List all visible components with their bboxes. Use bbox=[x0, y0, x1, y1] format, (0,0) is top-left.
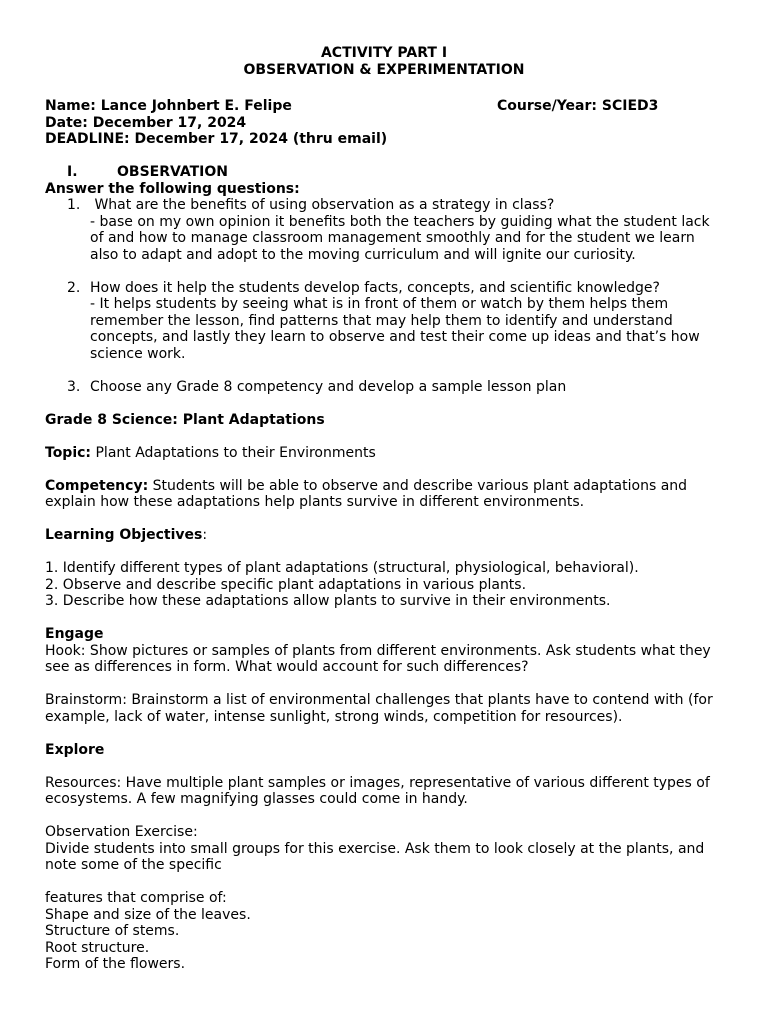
title-line-2: OBSERVATION & EXPERIMENTATION bbox=[243, 61, 525, 78]
brainstorm-paragraph: Brainstorm: Brainstorm a list of environmental challenges that plants have to contend with (for example, lack of water, intense sunlight, strong winds, competition for resources). bbox=[45, 692, 713, 725]
lesson-heading: Grade 8 Science: Plant Adaptations bbox=[45, 411, 325, 428]
features-intro: features that comprise of: bbox=[45, 890, 227, 906]
student-info bbox=[45, 98, 725, 148]
question-number: 2. bbox=[67, 279, 81, 296]
objectives-heading bbox=[45, 527, 725, 544]
section-number: I. bbox=[67, 164, 78, 180]
document-body bbox=[45, 164, 725, 973]
feature-item: Root structure. bbox=[45, 939, 150, 956]
objective-item: 2. Observe and describe specific plant adaptations in various plants. bbox=[45, 576, 527, 593]
date-line: Date: December 17, 2024 bbox=[45, 114, 247, 131]
question-item bbox=[45, 379, 725, 396]
answer-text: - It helps students by seeing what is in front of them or watch by them helps them remember the lesson, find patterns that may help them to identify and understand concepts, and lastly they learn to observe and test their come up ideas and that’s how science work. bbox=[90, 296, 700, 362]
competency-label: Competency: bbox=[45, 477, 149, 494]
title-line-1: ACTIVITY PART I bbox=[320, 45, 448, 61]
question-text: How does it help the students develop facts, concepts, and scientific knowledge? bbox=[90, 279, 660, 296]
document-title bbox=[0, 45, 768, 78]
competency-paragraph bbox=[45, 478, 725, 511]
question-text: What are the benefits of using observation as a strategy in class? bbox=[90, 197, 555, 213]
question-number: 1. bbox=[67, 197, 81, 213]
question-item bbox=[45, 197, 725, 263]
objective-item: 1. Identify different types of plant adaptations (structural, physiological, behavioral). bbox=[45, 560, 639, 576]
feature-item: Form of the flowers. bbox=[45, 956, 186, 972]
objectives-label: Learning Objectives bbox=[45, 527, 203, 543]
section-heading bbox=[45, 164, 725, 181]
engage-heading: Engage bbox=[45, 626, 104, 642]
explore-heading: Explore bbox=[45, 741, 105, 758]
section-title: OBSERVATION bbox=[117, 164, 229, 180]
observation-exercise-text: Divide students into small groups for this exercise. Ask them to look closely at the plants, and note some of the specific bbox=[45, 840, 705, 873]
answer-text: - base on my own opinion it benefits both the teachers by guiding what the student lack of and how to manage classroom management smoothly and for the student we learn also to adapt and adopt to the moving curriculum and will ignite our curiosity. bbox=[90, 213, 710, 263]
feature-item: Shape and size of the leaves. bbox=[45, 906, 251, 923]
topic-text: Plant Adaptations to their Environments bbox=[91, 444, 376, 461]
student-name: Name: Lance Johnbert E. Felipe bbox=[45, 98, 292, 114]
objective-item: 3. Describe how these adaptations allow plants to survive in their environments. bbox=[45, 593, 611, 609]
name-row bbox=[45, 98, 725, 115]
course-year: Course/Year: SCIED3 bbox=[497, 98, 659, 114]
competency-text: Students will be able to observe and describe various plant adaptations and explain how these adaptations help plants survive in different environments. bbox=[45, 477, 688, 510]
topic-label: Topic: bbox=[45, 444, 92, 461]
resources-paragraph: Resources: Have multiple plant samples or images, representative of various different types of ecosystems. A few magnifying glasses could come in handy. bbox=[45, 774, 710, 807]
question-item bbox=[45, 280, 725, 363]
hook-paragraph: Hook: Show pictures or samples of plants from different environments. Ask students what they see as differences in form. What would account for such differences? bbox=[45, 642, 711, 675]
deadline-line: DEADLINE: December 17, 2024 (thru email) bbox=[45, 131, 388, 147]
question-text: Choose any Grade 8 competency and develop a sample lesson plan bbox=[90, 378, 567, 395]
feature-item: Structure of stems. bbox=[45, 923, 180, 939]
question-number: 3. bbox=[67, 378, 81, 395]
observation-exercise-label: Observation Exercise: bbox=[45, 824, 198, 840]
objectives-colon: : bbox=[202, 527, 208, 543]
topic-line bbox=[45, 445, 725, 462]
instruction: Answer the following questions: bbox=[45, 180, 300, 197]
